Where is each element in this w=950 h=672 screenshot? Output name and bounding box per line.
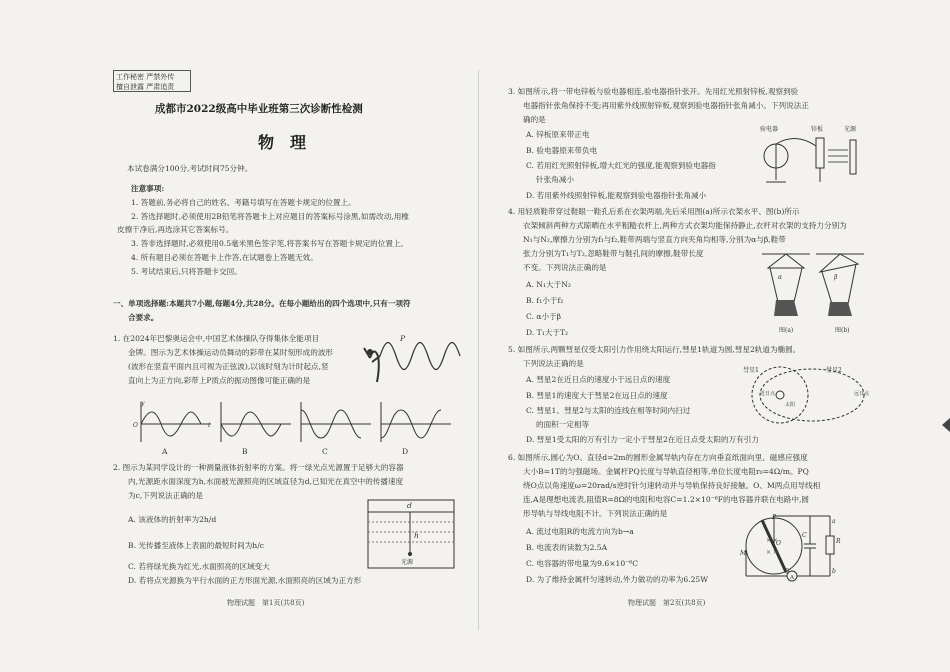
q6-line-3: 绕O点以角速度ω=20rad/s逆时针匀速转动并与导轨保持良好接触。O、M两点用导线相	[523, 481, 821, 490]
q2-label-h: h	[414, 531, 419, 540]
q2-label-source: 光源	[401, 559, 414, 566]
q5-option-c: C. 彗星1、彗星2与太阳的连线在相等时间内扫过	[526, 406, 691, 415]
q1-axis-o: O	[133, 422, 138, 429]
q3-option-a: A. 锌板原来带正电	[526, 130, 590, 139]
q5-line-2: 下列说法正确的是	[523, 359, 584, 368]
q1-option-b: B	[242, 447, 248, 456]
q6-label-o: O	[776, 540, 781, 547]
note-2-cont: 皮擦干净后,再选涂其它答案标号。	[117, 225, 234, 234]
q1-graph-c	[293, 402, 373, 444]
q4-label-alpha: α	[778, 274, 783, 281]
q3-label-zinc: 锌板	[811, 126, 824, 133]
subject-title: 物 理	[258, 133, 307, 152]
q3-line-1: 3. 如图所示,将一带电锌板与验电器相连,验电器指针张开。先用红光照射锌板,观察到验	[508, 87, 799, 96]
footer-page-2: 物理试题 第2页(共8页)	[628, 599, 706, 607]
q2-line-2: 内,光源距水面深度为h,水面被光源照亮的区域直径为d,已知光在真空中的传播速度	[128, 477, 404, 486]
q4-option-c: C. α小于β	[526, 312, 562, 321]
q5-label-comet-2: 彗星2	[826, 367, 842, 374]
confidential-stamp	[113, 70, 191, 92]
q6-option-a: A. 流过电阻R的电流方向为b→a	[526, 527, 634, 536]
stamp-line: 工作秘密 严禁外传	[116, 73, 175, 81]
q4-line-1: 4. 用轻质鞋带穿过鞋眼一鞋孔后系在衣架两端,先后采用图(a)所示衣架水平、图(b)所示	[508, 207, 800, 216]
q2-line-3: 为c,下列说法正确的是	[128, 491, 204, 500]
q1-option-c: C	[322, 447, 328, 456]
svg-text:× ×: × ×	[766, 537, 778, 544]
svg-text:× ×: × ×	[766, 549, 778, 556]
note-3: 3. 答非选择题时,必须使用0.5毫米黑色签字笔,将答案书写在答题卡规定的位置上。	[131, 239, 409, 248]
page-edge-mark	[942, 418, 950, 432]
q1-line-1: 1. 在2024年巴黎奥运会中,中国艺术体操队夺得集体全能项目	[113, 334, 320, 343]
q5-option-b: B. 彗星1的速度大于彗星2在远日点的速度	[526, 391, 668, 400]
q4-line-4: 张力分别为T₁与T₂,忽略鞋带与鞋孔间的摩擦,鞋带长度	[523, 249, 704, 258]
q6-line-2: 大小B=1T的匀强磁场。金属杆PQ长度与导轨直径相等,单位长度电阻r₀=4Ω/m。PQ	[523, 467, 809, 476]
note-2: 2. 答选择题时,必须使用2B铅笔将答题卡上对应题目的答案标号涂黑,如需改动,用橡	[131, 212, 409, 221]
q1-graph-d	[373, 402, 453, 444]
q3-option-c-cont: 针张角减小	[536, 175, 574, 184]
q3-electroscope-figure	[758, 128, 868, 190]
q3-option-c: C. 若用红光照射锌板,增大红光的强度,能观察到验电器指	[526, 161, 716, 170]
q6-label-p: P	[772, 514, 777, 521]
q3-option-b: B. 验电器原来带负电	[526, 146, 598, 155]
q6-label-a: a	[832, 518, 836, 525]
q6-circuit-figure	[740, 510, 870, 586]
q1-line-2: 金牌。图示为艺术体操运动员舞动的彩带在某时刻形成的波形	[128, 348, 334, 357]
q3-line-2: 电器指针张角保持不变;再用紫外线照射锌板,观察到验电器指针张角减小。下列说法正	[523, 101, 809, 110]
q4-label-beta: β	[834, 274, 838, 281]
q2-label-d: d	[407, 501, 412, 510]
q4-line-2: 衣架倾斜两种方式晾晒在水平粗糙衣杆上,两种方式衣架均能保持静止,衣杆对衣架的支持力分别为	[523, 221, 847, 230]
q2-option-d: D. 若将点光源换为平行水面的正方形面光源,水面照亮的区域为正方形	[128, 576, 362, 585]
q6-label-r: R	[836, 538, 841, 545]
note-1: 1. 答题前,务必将自己的姓名、考籍号填写在答题卡规定的位置上。	[131, 198, 356, 207]
q1-axis-t: t	[208, 422, 211, 429]
q6-label-ammeter: A	[790, 575, 794, 581]
q4-hanger-figure	[758, 248, 868, 328]
q6-option-b: B. 电流表的读数为2.5A	[526, 543, 608, 552]
intro-text: 本试卷满分100分,考试时间75分钟。	[127, 164, 253, 173]
page-2	[478, 0, 950, 672]
q4-option-a: A. N₁大于N₂	[526, 280, 571, 289]
q5-label-comet-1: 彗星1	[743, 367, 759, 374]
q1-line-3: (波形在竖直平面内且可视为正弦波),以该时刻为计时起点,竖	[128, 362, 329, 371]
q4-option-b: B. f₁小于f₂	[526, 296, 564, 305]
q4-option-d: D. T₁大于T₂	[526, 328, 569, 337]
q6-line-4: 连,A是理想电流表,阻值R=8Ω的电阻和电容C=1.2×10⁻⁶F的电容器并联在电路中,圆	[523, 495, 809, 504]
section-1-heading-cont: 合要求。	[128, 313, 159, 322]
stamp-line: 擅自泄露 严肃追责	[116, 83, 175, 91]
exam-title: 成都市2022级高中毕业班第三次诊断性检测	[155, 103, 363, 115]
q4-line-5: 不变。下列说法正确的是	[523, 263, 607, 272]
q6-line-1: 6. 如图所示,圆心为O、直径d=2m的圆形金属导轨内存在方向垂直纸面向里、磁感应强度	[508, 453, 808, 462]
q6-option-d: D. 为了维持金属杆匀速转动,外力做功的功率为6.25W	[526, 575, 709, 584]
q6-option-c: C. 电容器的带电量为9.6×10⁻⁶C	[526, 559, 639, 568]
q5-option-d: D. 彗星1受太阳的万有引力一定小于彗星2在近日点受太阳的万有引力	[526, 435, 759, 444]
q5-option-a: A. 彗星2在近日点的速度小于远日点的速度	[526, 375, 671, 384]
q3-label-electroscope: 验电器	[760, 126, 779, 133]
q6-label-b: b	[832, 568, 836, 575]
q1-line-4: 直向上为正方向,彩带上P质点的振动图像可能正确的是	[128, 376, 311, 385]
q2-option-b: B. 光传播至液体上表面的最短时间为h/c	[128, 541, 265, 550]
q3-option-d: D. 若用紫外线照射锌板,能观察到验电器指针张角减小	[526, 191, 707, 200]
q4-label-fig-a: 图(a)	[779, 327, 794, 334]
q5-label-sun: 太阳	[785, 402, 796, 408]
q1-ribbon-figure	[360, 328, 470, 388]
q6-label-c: C	[802, 532, 807, 539]
q6-line-5: 形导轨与导线电阻不计。下列说法正确的是	[523, 509, 668, 518]
q3-line-3: 确的是	[523, 115, 546, 124]
q5-option-c-cont: 的面积一定相等	[536, 420, 590, 429]
footer-page-1: 物理试题 第1页(共8页)	[227, 599, 305, 607]
q1-graph-a	[133, 402, 213, 444]
q2-option-a: A. 该液体的折射率为2h/d	[128, 515, 217, 524]
q5-line-1: 5. 如图所示,两颗彗星仅受太阳引力作用绕太阳运行,彗星1轨道为圆,彗星2轨道为椭圆。	[508, 345, 801, 354]
q6-label-q: Q	[784, 568, 789, 575]
note-4: 4. 所有题目必须在答题卡上作答,在试题卷上答题无效。	[131, 253, 318, 262]
q4-line-3: N₁与N₂,摩擦力分别为f₁与f₂,鞋带两端与竖直方向夹角均相等,分别为α与β,鞋带	[523, 235, 786, 244]
notes-heading: 注意事项:	[131, 184, 165, 193]
note-5: 5. 考试结束后,只将答题卡交回。	[131, 267, 242, 276]
q3-label-light: 光源	[844, 126, 857, 133]
q5-label-aphelion: 远日点	[854, 391, 870, 397]
q5-label-perihelion: 近日点	[760, 391, 776, 397]
q2-line-1: 2. 图示为某同学设计的一种测量液体折射率的方案。将一绿光点光源置于足够大的容器	[113, 463, 404, 472]
q2-option-c: C. 若将绿光换为红光,水面照亮的区域变大	[128, 562, 270, 571]
section-1-heading: 一、单项选择题:本题共7小题,每题4分,共28分。在每小题给出的四个选项中,只有一项符	[113, 299, 411, 308]
q1-option-d: D	[402, 447, 409, 456]
q4-label-fig-b: 图(b)	[835, 327, 850, 334]
q6-label-m: M	[740, 550, 747, 557]
q1-option-a: A	[162, 447, 168, 456]
q1-point-p: P	[400, 334, 406, 343]
q1-graph-b	[213, 402, 293, 444]
q1-axis-y: y	[141, 400, 145, 407]
